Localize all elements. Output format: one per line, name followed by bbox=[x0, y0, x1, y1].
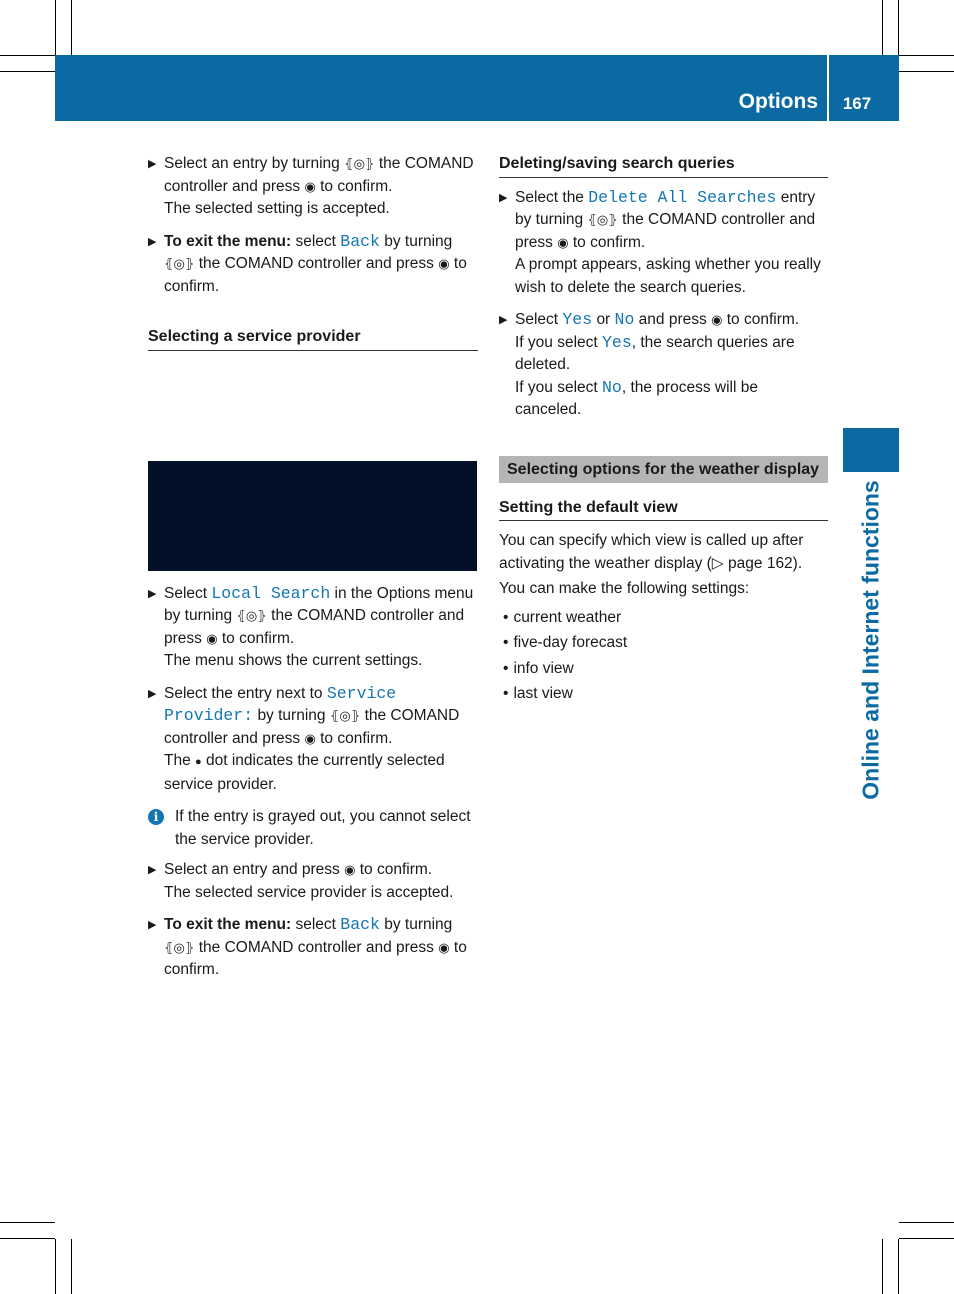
side-tab-block bbox=[843, 428, 899, 472]
instruction-step: ▶ To exit the menu: select Back by turning ⦃◎⦄ the COMAND controller and press ◉ to confirm. bbox=[148, 915, 467, 978]
step-arrow-icon: ▶ bbox=[148, 919, 157, 931]
controller-press-icon: ◉ bbox=[206, 630, 218, 646]
crop-mark bbox=[0, 71, 55, 72]
controller-turn-icon: ⦃◎⦄ bbox=[344, 156, 375, 171]
crop-mark bbox=[898, 1239, 899, 1294]
controller-turn-icon: ⦃◎⦄ bbox=[329, 708, 361, 723]
step-arrow-icon: ▶ bbox=[148, 687, 157, 700]
instruction-step: ▶ Select an entry by turning ⦃◎⦄ the COMAND controller and press ◉ to confirm. The selected setting is accepted. bbox=[148, 153, 478, 221]
sub-heading: Setting the default view bbox=[499, 497, 828, 522]
side-tab-label: Online and Internet functions bbox=[857, 480, 884, 800]
controller-turn-icon: ⦃◎⦄ bbox=[164, 939, 195, 955]
crop-mark bbox=[55, 1239, 56, 1294]
gray-section-heading: Selecting options for the weather display bbox=[499, 456, 828, 483]
menu-item-local-search: Local Search bbox=[211, 583, 331, 603]
display-screenshot bbox=[148, 461, 477, 571]
menu-item-delete-all-searches: Delete All Searches bbox=[588, 187, 777, 207]
menu-item-service-provider: Service Provider: bbox=[164, 683, 397, 725]
controller-turn-icon: ⦃◎⦄ bbox=[236, 608, 267, 623]
controller-press-icon: ◉ bbox=[711, 312, 723, 327]
instruction-step: ▶ Select the entry next to Service Provider: by turning ⦃◎⦄ the COMAND controller and press ◉ to confirm. The ● dot indicates the currently selected service provider. bbox=[148, 683, 460, 793]
right-column bbox=[499, 153, 828, 709]
controller-turn-icon: ⦃◎⦄ bbox=[587, 212, 618, 227]
settings-list bbox=[499, 607, 828, 706]
crop-mark bbox=[899, 71, 954, 72]
crop-mark bbox=[882, 0, 883, 55]
menu-item-back: Back bbox=[340, 231, 380, 251]
step-arrow-icon: ▶ bbox=[148, 235, 157, 248]
menu-item-no: No bbox=[602, 377, 622, 397]
controller-press-icon: ◉ bbox=[344, 862, 356, 877]
instruction-step: ▶ Select an entry and press ◉ to confirm. The selected service provider is accepted. bbox=[148, 859, 478, 904]
crop-mark bbox=[899, 1238, 954, 1239]
info-icon: i bbox=[148, 809, 164, 825]
menu-item-no: No bbox=[614, 310, 635, 329]
crop-mark bbox=[55, 0, 56, 55]
instruction-step: ▶ To exit the menu: select Back by turning ⦃◎⦄ the COMAND controller and press ◉ to confirm. bbox=[148, 231, 467, 295]
step-arrow-icon: ▶ bbox=[499, 314, 508, 326]
menu-item-yes: Yes bbox=[562, 310, 593, 329]
crop-mark bbox=[898, 0, 899, 55]
section-heading: Selecting a service provider bbox=[148, 326, 478, 351]
controller-turn-icon: ⦃◎⦄ bbox=[164, 256, 195, 271]
paragraph: You can specify which view is called up after activating the weather display (▷ page 162). bbox=[499, 532, 804, 572]
crop-mark bbox=[899, 1222, 954, 1223]
step-result: The selected service provider is accepted. bbox=[164, 883, 454, 901]
page-number: 167 bbox=[842, 94, 872, 113]
crop-mark bbox=[882, 1239, 883, 1294]
step-result: The menu shows the current settings. bbox=[164, 652, 423, 669]
info-note: i If the entry is grayed out, you cannot select the service provider. bbox=[148, 806, 478, 851]
controller-press-icon: ◉ bbox=[557, 234, 569, 250]
step-result: The selected setting is accepted. bbox=[164, 200, 390, 217]
crop-mark bbox=[0, 1222, 55, 1223]
list-item: • last view bbox=[503, 683, 828, 706]
paragraph: You can make the following settings: bbox=[499, 580, 750, 597]
step-result: A prompt appears, asking whether you really wish to delete the search queries. bbox=[515, 256, 821, 296]
section-heading: Deleting/saving search queries bbox=[499, 153, 828, 178]
selection-dot-icon: ● bbox=[195, 756, 202, 768]
crop-mark bbox=[71, 0, 72, 55]
header-title: Options bbox=[738, 90, 818, 113]
instruction-step: ▶ Select the Delete All Searches entry by turning ⦃◎⦄ the COMAND controller and press ◉ to confirm. A prompt appears, asking whether you really wish to delete the search queries. bbox=[499, 187, 828, 300]
menu-item-back: Back bbox=[340, 915, 380, 934]
crop-mark bbox=[0, 1238, 55, 1239]
controller-press-icon: ◉ bbox=[304, 730, 316, 746]
crop-mark bbox=[899, 55, 954, 56]
step-arrow-icon: ▶ bbox=[148, 864, 157, 876]
controller-press-icon: ◉ bbox=[304, 178, 316, 194]
left-column bbox=[148, 153, 478, 992]
step-arrow-icon: ▶ bbox=[499, 191, 508, 204]
header-separator bbox=[827, 55, 829, 121]
step-arrow-icon: ▶ bbox=[148, 158, 157, 170]
controller-press-icon: ◉ bbox=[438, 256, 450, 271]
instruction-step: ▶ Select Local Search in the Options menu by turning ⦃◎⦄ the COMAND controller and press ◉ to confirm. The menu shows the current settings. bbox=[148, 583, 478, 673]
list-item: • info view bbox=[503, 658, 828, 681]
list-item: • five-day forecast bbox=[503, 632, 828, 655]
crop-mark bbox=[71, 1239, 72, 1294]
menu-item-yes: Yes bbox=[602, 332, 632, 352]
list-item: • current weather bbox=[503, 607, 828, 630]
crop-mark bbox=[0, 55, 55, 56]
step-arrow-icon: ▶ bbox=[148, 587, 157, 600]
instruction-step: ▶ Select Yes or No and press ◉ to confirm. If you select Yes, the search queries are deleted. If you select No, the process will be canceled. bbox=[499, 310, 800, 418]
controller-press-icon: ◉ bbox=[438, 939, 450, 955]
